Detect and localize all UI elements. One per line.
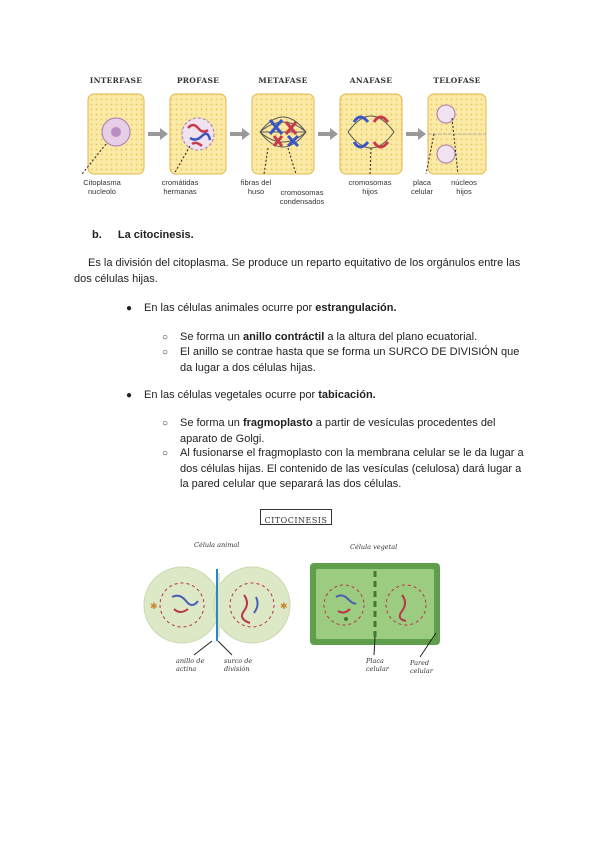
sub-bullet: ○ (162, 448, 169, 459)
cell-profase (170, 94, 226, 174)
phase-label: PROFASE (176, 76, 220, 85)
caption: cromosomas hijos (348, 178, 392, 196)
cell-interfase (82, 94, 144, 174)
label-leader-lines (140, 505, 460, 685)
svg-text:✱: ✱ (280, 601, 288, 611)
text: Se forma un (180, 331, 243, 343)
caption: cromosomas condensados (279, 188, 325, 206)
arrow-icon (230, 128, 250, 140)
plant-cell-label: Célula vegetal (350, 543, 398, 551)
phase-label: INTERFASE (89, 76, 143, 85)
bold-text: fragmoplasto (242, 417, 313, 429)
cell-telofase (426, 94, 486, 174)
animal-bullet-bold: estrangulación. (315, 302, 397, 314)
phase-label: TELOFASE (433, 76, 481, 85)
svg-text:✱: ✱ (150, 601, 158, 611)
arrow-icon (406, 128, 426, 140)
sub-bullet: ○ (162, 347, 169, 358)
text: Se forma un (180, 417, 243, 429)
caption: fibras del huso (240, 178, 272, 196)
caption: cromátidas hermanas (161, 178, 199, 196)
figure-title: CITOCINESIS (264, 516, 328, 525)
intro-text: Es la división del citoplasma. Se produce un reparto equitativo de los orgánulos entre las dos células hijas. (74, 257, 521, 285)
phase-label: METAFASE (258, 76, 308, 85)
label-cell-plate: Placa celular (366, 657, 389, 673)
bullet-dot: ● (126, 303, 133, 314)
cytokinesis-figure (140, 505, 460, 685)
label-division-groove: surco de división (224, 657, 253, 673)
animal-cell-label: Célula animal (194, 541, 240, 549)
bullet-dot: ● (126, 390, 133, 401)
phase-label: ANAFASE (349, 76, 393, 85)
section-title: La citocinesis. (117, 229, 194, 241)
section-heading (92, 228, 194, 244)
arrow-icon (318, 128, 338, 140)
mitosis-figure (74, 72, 494, 212)
arrow-icon (148, 128, 168, 140)
caption: Citoplasma nucleolo (83, 178, 121, 196)
intro-paragraph (74, 256, 534, 287)
sub-bullet: ○ (162, 332, 169, 343)
caption: placa celular (410, 178, 434, 196)
plant-bullet-text: En las células vegetales ocurre por (144, 389, 319, 401)
cell-anafase (340, 94, 402, 174)
text: El anillo se contrae hasta que se forma un SURCO DE DIVISIÓN que da lugar a dos células hijas. (180, 346, 520, 374)
plant-bullet-bold: tabicación. (318, 389, 376, 401)
label-cell-wall: Pared celular (410, 659, 433, 675)
cell-metafase (252, 94, 314, 174)
text: a partir de vesículas procedentes del aparato de Golgi. (180, 417, 496, 445)
text: Al fusionarse el fragmoplasto con la membrana celular se le da lugar a dos células hijas. El contenido de las vesículas (celulosa) dará lugar a la pared celular que separará las dos células. (180, 447, 524, 490)
animal-bullet-text: En las células animales ocurre por (144, 302, 316, 314)
caption: núcleos hijos (451, 178, 477, 196)
label-actin-ring: anillo de actina (176, 657, 205, 673)
sub-bullet: ○ (162, 418, 169, 429)
bold-text: anillo contráctil (242, 331, 325, 343)
text: a la altura del plano ecuatorial. (324, 331, 478, 343)
section-marker: b. (92, 229, 102, 241)
